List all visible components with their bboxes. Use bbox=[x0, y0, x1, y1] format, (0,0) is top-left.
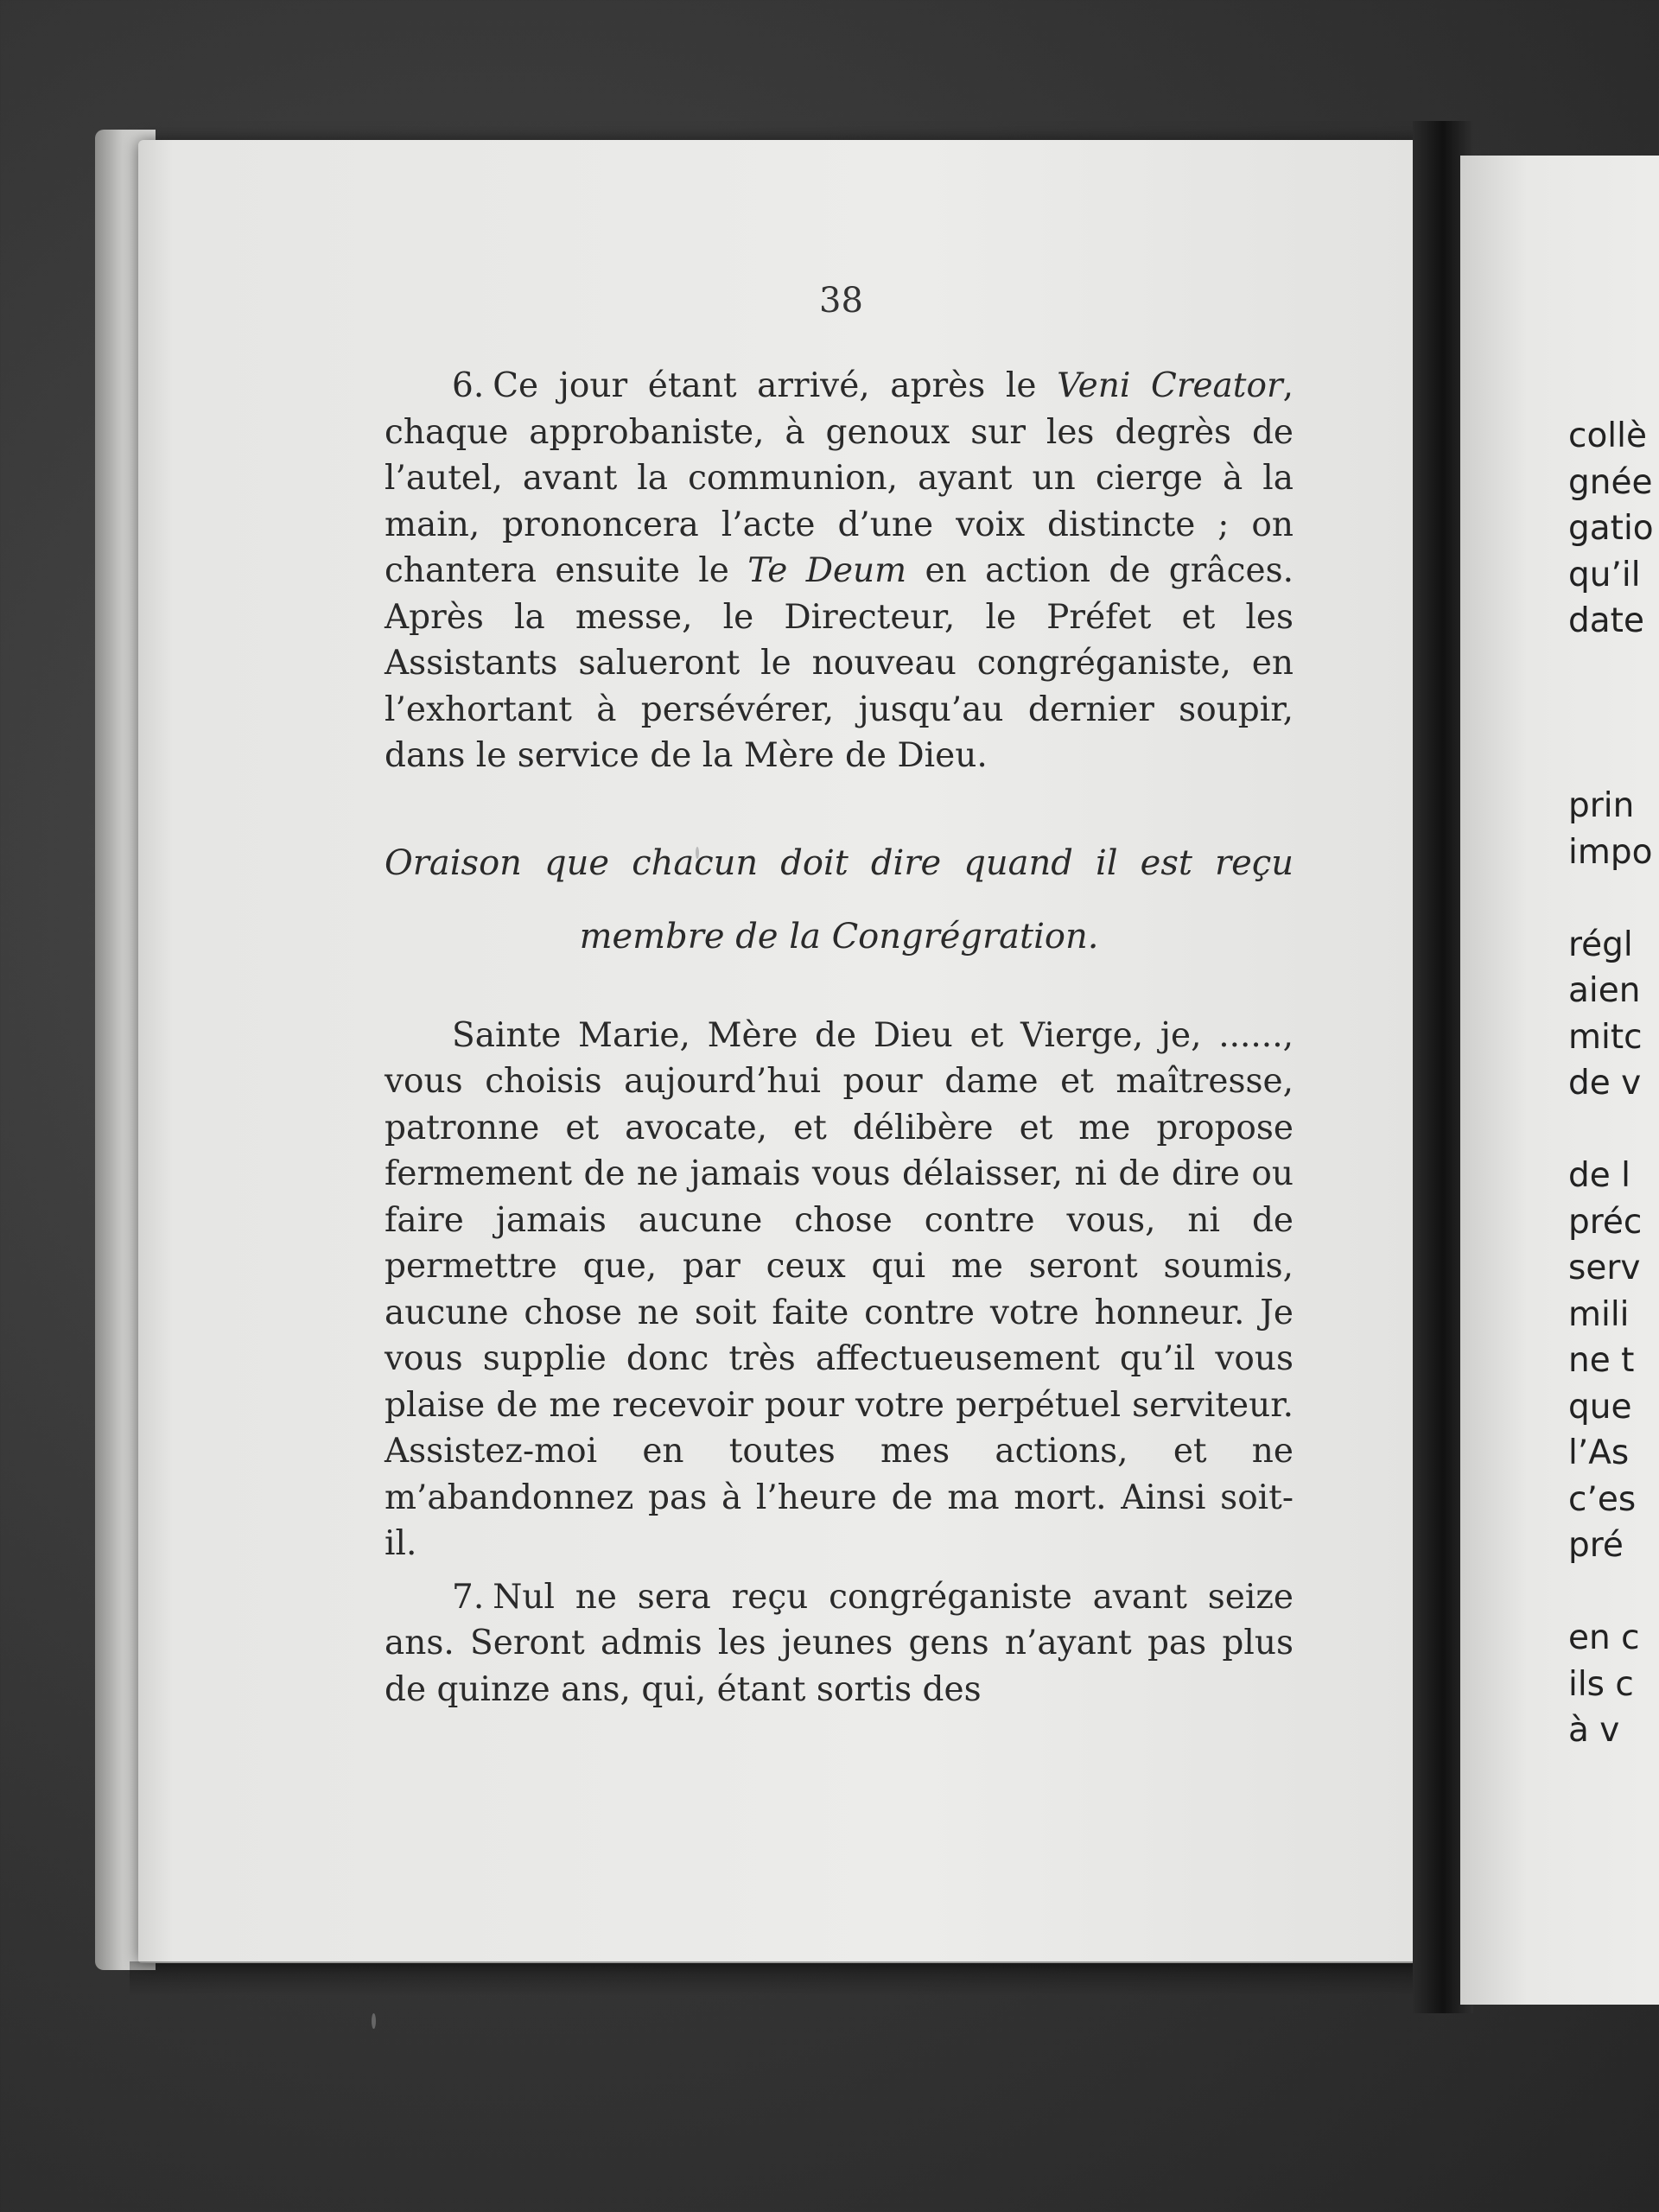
right-page-line: mili bbox=[1568, 1294, 1630, 1334]
section-number: 7. bbox=[452, 1577, 485, 1617]
left-page-text bbox=[385, 363, 1294, 1713]
italic-term: Veni Creator bbox=[1057, 366, 1283, 405]
right-page-line: préc bbox=[1568, 1202, 1643, 1242]
heading-line: membre de la Congrégration. bbox=[579, 916, 1099, 957]
right-page-line: qu’il bbox=[1568, 555, 1641, 594]
right-page-line: impo bbox=[1568, 832, 1653, 872]
page-number: 38 bbox=[819, 281, 863, 321]
right-page-line: à v bbox=[1568, 1711, 1620, 1750]
section-text: en action de grâces. Après la messe, le Directeur, le Préfet et les Assistants salueront le nouveau congréganiste, en l’exhortant à persévérer, jusqu’au dernier soupir, dans le service de la Mère de Dieu. bbox=[385, 551, 1294, 775]
right-page-line bbox=[1568, 875, 1659, 922]
paragraph-section-6 bbox=[385, 363, 1294, 779]
right-page-line: de l bbox=[1568, 1156, 1630, 1195]
right-page-line: ne t bbox=[1568, 1341, 1635, 1380]
right-page-text bbox=[1568, 413, 1659, 1754]
right-page-line: que bbox=[1568, 1387, 1632, 1427]
right-page-line: de v bbox=[1568, 1064, 1642, 1103]
paper-speck bbox=[372, 2013, 376, 2029]
italic-term: Te Deum bbox=[747, 551, 907, 590]
section-text: , chaque approbaniste, à genoux sur les degrès de l’autel, avant la communion, ayant un cierge à la main, prononcera l’acte d’une voix distincte ; on chantera ensuite le bbox=[385, 366, 1294, 590]
section-text: Ce jour étant arrivé, après le bbox=[493, 366, 1058, 405]
page-bottom-shadow bbox=[130, 1961, 1443, 1996]
section-number: 6. bbox=[452, 366, 485, 405]
right-page-line: ils c bbox=[1568, 1664, 1634, 1704]
right-page-line: aien bbox=[1568, 971, 1641, 1010]
right-page-line: régl bbox=[1568, 925, 1633, 964]
paragraph-section-7 bbox=[385, 1574, 1294, 1713]
right-page-line: serv bbox=[1568, 1249, 1641, 1287]
right-page-line: en c bbox=[1568, 1618, 1640, 1657]
right-page-line: gnée bbox=[1568, 462, 1653, 502]
right-page-line: date bbox=[1568, 601, 1644, 640]
paragraph-prayer: Sainte Marie, Mère de Dieu et Vierge, je, ......, vous choisis aujourd’hui pour dame et maîtresse, patronne et avocate, et délibère et me propose fermement de ne jamais vous délaisser, ni de dire ou faire jamais aucune chose contre vous, ni de permettre que, par ceux qui me seront soumis, aucune chose ne soit faite contre votre honneur. Je vous supplie donc très affectueusement qu’il vous plaise de me recevoir pour votre perpétuel serviteur. Assistez-moi en toutes mes actions, et ne m’abandonnez pas à l’heure de ma mort. Ainsi soit-il. bbox=[385, 1015, 1294, 1563]
section-text: Nul ne sera reçu congréganiste avant seize ans. Seront admis les jeunes gens n’ayant pas plus de quinze ans, qui, étant sortis des bbox=[385, 1577, 1294, 1709]
heading-line: Oraison que chacun doit dire quand il est reçu bbox=[385, 842, 1294, 883]
right-page-line bbox=[1568, 1569, 1659, 1616]
oraison-heading bbox=[385, 827, 1294, 974]
right-page-line: pré bbox=[1568, 1526, 1624, 1565]
right-page-line: collè bbox=[1568, 416, 1647, 455]
right-page-line: gatio bbox=[1568, 509, 1654, 548]
right-page-line: c’es bbox=[1568, 1479, 1637, 1519]
right-page-line bbox=[1568, 645, 1659, 691]
right-page-line bbox=[1568, 1107, 1659, 1154]
right-page-line: mitc bbox=[1568, 1017, 1643, 1057]
right-page-line: l’As bbox=[1568, 1433, 1630, 1472]
right-page-line bbox=[1568, 737, 1659, 784]
right-page-line bbox=[1568, 690, 1659, 737]
right-page-line: prin bbox=[1568, 786, 1635, 825]
